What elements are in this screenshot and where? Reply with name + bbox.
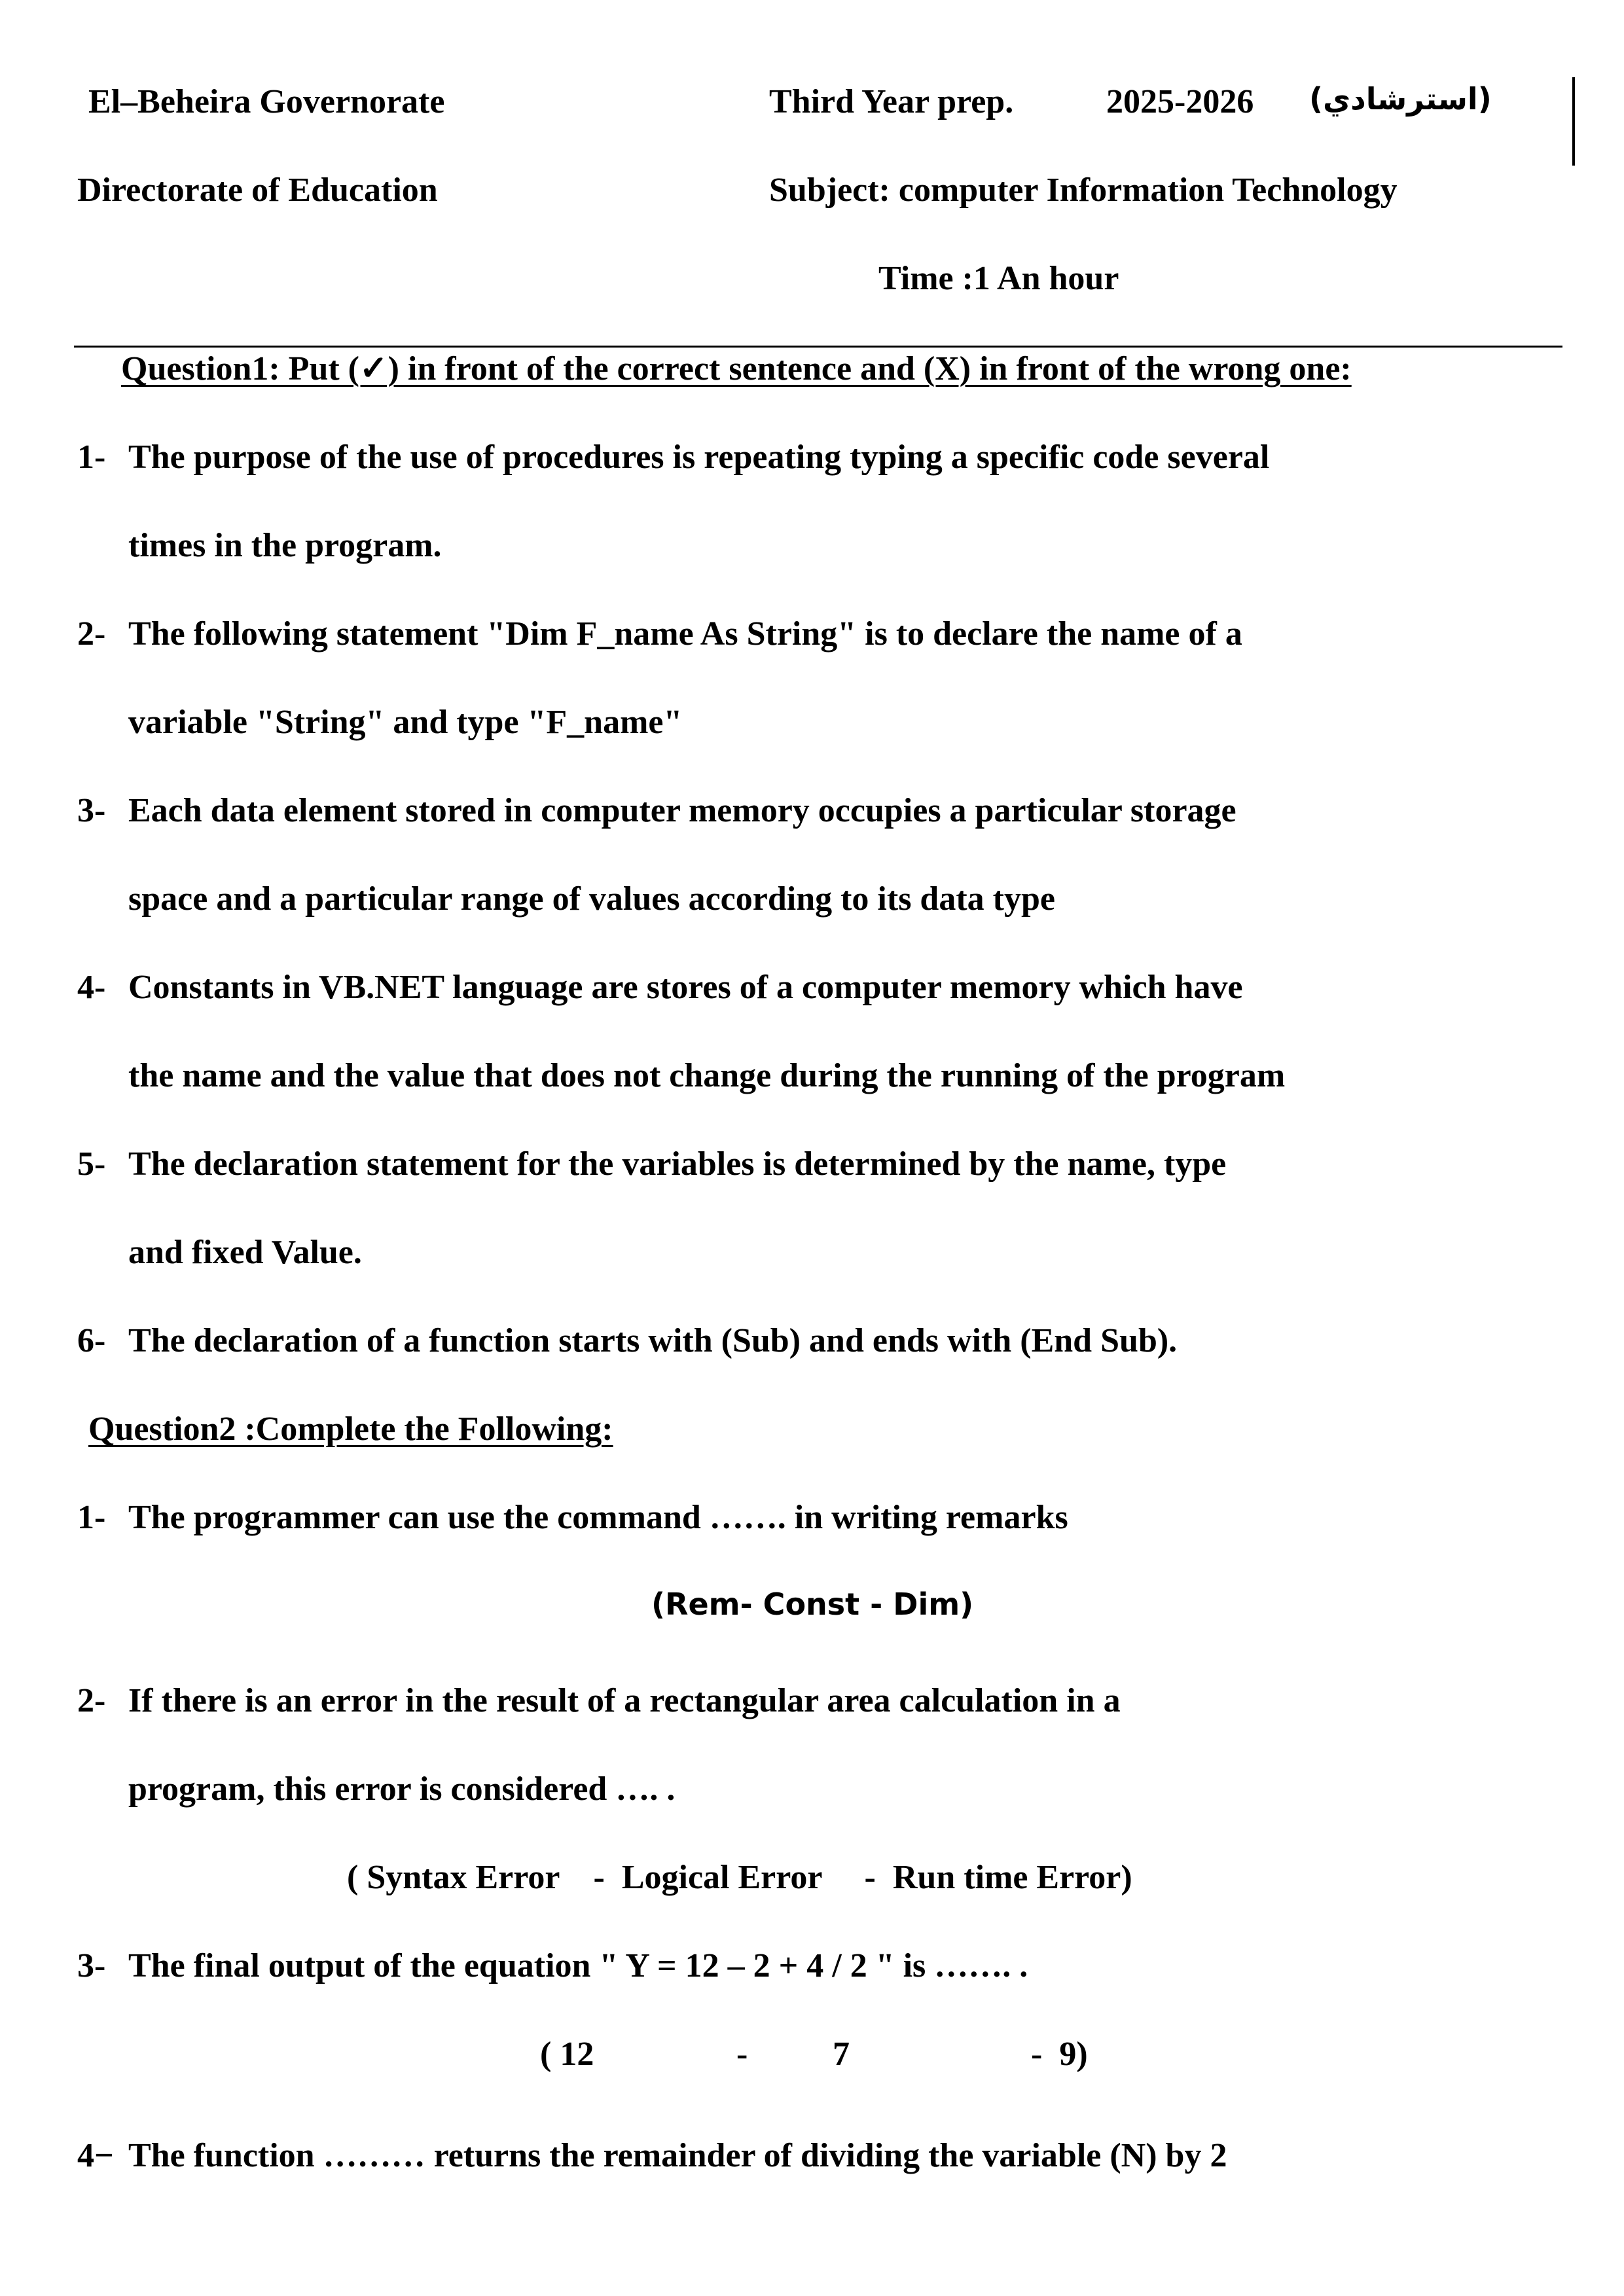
item-number: 3-: [77, 792, 106, 829]
question1-title: Question1: Put (✓) in front of the correct sentence and (X) in front of the wrong one:: [121, 350, 1352, 387]
item-text: The purpose of the use of procedures is repeating typing a specific code several: [128, 439, 1270, 476]
item-text: The declaration of a function starts with (Sub) and ends with (End Sub).: [128, 1322, 1178, 1359]
answer-choice: - 9): [1031, 2036, 1088, 2073]
item-number: 2-: [77, 1682, 106, 1719]
item-text: If there is an error in the result of a rectangular area calculation in a: [128, 1682, 1121, 1719]
subject: Subject: computer Information Technology: [769, 171, 1398, 209]
item-text: The programmer can use the command ……. in writing remarks: [128, 1499, 1068, 1536]
vertical-mark: [1572, 77, 1575, 166]
item-number: 1-: [77, 439, 106, 476]
exam-time: Time :1 An hour: [878, 260, 1119, 297]
item-number: 3-: [77, 1947, 106, 1984]
answer-choices: (Rem- Const - Dim): [651, 1587, 974, 1622]
item-number: 4−: [77, 2137, 114, 2174]
item-text: times in the program.: [128, 527, 442, 564]
item-number: 4-: [77, 969, 106, 1006]
item-text: the name and the value that does not change during the running of the program: [128, 1057, 1286, 1094]
item-text: Constants in VB.NET language are stores of a computer memory which have: [128, 969, 1243, 1006]
item-text: variable "String" and type "F_name": [128, 704, 683, 741]
item-text: and fixed Value.: [128, 1234, 362, 1271]
item-number: 6-: [77, 1322, 106, 1359]
item-text: program, this error is considered …. .: [128, 1770, 676, 1808]
header-divider: [74, 346, 1562, 348]
answer-choices: ( Syntax Error - Logical Error - Run time Error): [347, 1859, 1132, 1896]
answer-separator: -: [736, 2036, 748, 2073]
item-text: The final output of the equation " Y = 12 – 2 + 4 / 2 " is ……. .: [128, 1947, 1028, 1984]
answer-choice: 7: [833, 2036, 850, 2073]
arabic-note: (استرشادي): [1309, 81, 1492, 117]
item-number: 2-: [77, 615, 106, 653]
item-number: 5-: [77, 1145, 106, 1183]
item-text: The declaration statement for the variables is determined by the name, type: [128, 1145, 1227, 1183]
item-text: space and a particular range of values according to its data type: [128, 880, 1055, 918]
grade: Third Year prep.: [769, 83, 1014, 120]
governorate: El–Beheira Governorate: [88, 83, 445, 120]
directorate: Directorate of Education: [77, 171, 438, 209]
item-number: 1-: [77, 1499, 106, 1536]
item-text: Each data element stored in computer memory occupies a particular storage: [128, 792, 1236, 829]
school-year: 2025-2026: [1106, 83, 1254, 120]
answer-choice: ( 12: [540, 2036, 594, 2073]
question2-title: Question2 :Complete the Following:: [88, 1410, 613, 1448]
item-text: The following statement "Dim F_name As String" is to declare the name of a: [128, 615, 1242, 653]
item-text: The function ……… returns the remainder of dividing the variable (N) by 2: [128, 2137, 1227, 2174]
